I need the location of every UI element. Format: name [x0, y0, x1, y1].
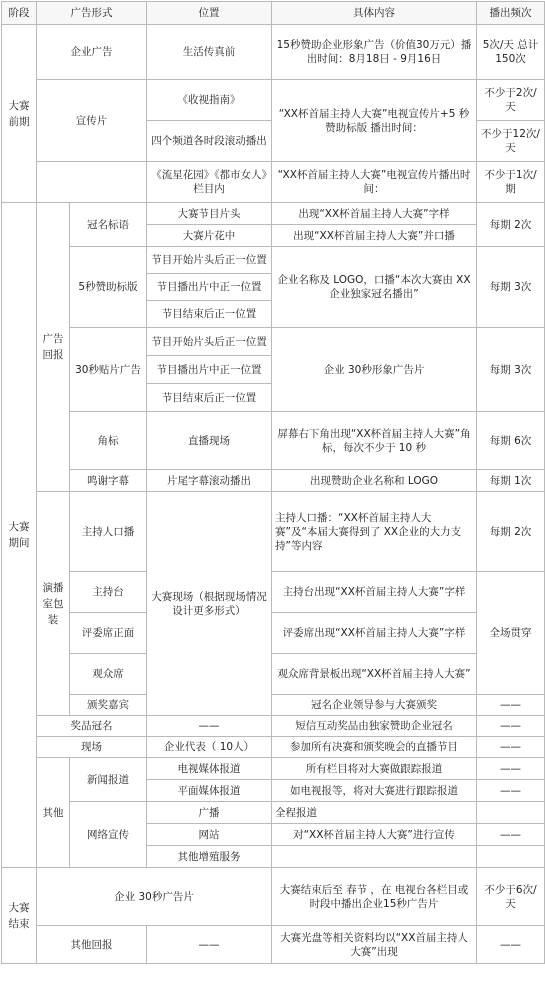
ad-form-cell: 主持台: [70, 572, 147, 613]
frequency-cell: 全场贯穿: [477, 572, 545, 695]
frequency-cell: [477, 802, 545, 824]
ad-form-cell: 冠名标语: [70, 203, 147, 247]
sponsorship-table: [1, 1, 545, 964]
frequency-cell: 每期 2次: [477, 492, 545, 572]
frequency-cell: ——: [477, 716, 545, 737]
group-cell: 其他: [37, 758, 70, 868]
table-row: [2, 412, 545, 470]
group-cell: 广告回报: [37, 203, 70, 492]
content-cell: 屏幕右下角出现“XX杯首届主持人大赛”角标，每次不少于 10 秒: [272, 412, 477, 470]
ad-form-cell: [37, 162, 147, 203]
frequency-cell: 不少于1次/期: [477, 162, 545, 203]
position-cell: 《收视指南》: [147, 80, 272, 121]
header-row: [2, 2, 545, 25]
table-row: [2, 572, 545, 613]
table-row: [2, 80, 545, 121]
position-cell: 电视媒体报道: [147, 758, 272, 780]
position-cell: 片尾字幕滚动播出: [147, 470, 272, 492]
content-cell: 冠名企业领导参与大赛颁奖: [272, 695, 477, 716]
position-cell: 平面媒体报道: [147, 780, 272, 802]
frequency-cell: ——: [477, 926, 545, 964]
content-cell: 大赛光盘等相关资料均以“XX首届主持人大赛”出现: [272, 926, 477, 964]
table-row: [2, 802, 545, 824]
stage-cell: 大赛前期: [2, 25, 37, 203]
ad-form-cell: 评委席正面: [70, 613, 147, 654]
position-cell: 节目开始片头后正一位置: [147, 247, 272, 274]
table-row: [2, 737, 545, 758]
ad-form-cell: 奖品冠名: [37, 716, 147, 737]
table-row: [2, 926, 545, 964]
table-row: [2, 613, 545, 654]
content-cell: 短信互动奖品由独家赞助企业冠名: [272, 716, 477, 737]
content-cell: “XX杯首届主持人大赛”电视宣传片+5 秒赞助标版 播出时间：: [272, 80, 477, 162]
position-cell: ——: [147, 926, 272, 964]
frequency-cell: 不少于2次/天: [477, 80, 545, 121]
content-cell: 主持台出现“XX杯首届主持人大赛”字样: [272, 572, 477, 613]
table-row: [2, 716, 545, 737]
content-cell: 出现“XX杯首届主持人大赛”字样: [272, 203, 477, 225]
position-cell: 生活传真前: [147, 25, 272, 80]
position-cell: 节目结束后正一位置: [147, 301, 272, 328]
content-cell: [272, 846, 477, 868]
stage-cell: 大赛期间: [2, 203, 37, 868]
position-cell: 其他增殖服务: [147, 846, 272, 868]
table-row: [2, 695, 545, 716]
ad-form-cell: 企业 30秒广告片: [37, 868, 272, 926]
frequency-cell: ——: [477, 758, 545, 780]
frequency-cell: 每期 6次: [477, 412, 545, 470]
ad-form-cell: 30秒贴片广告: [70, 328, 147, 412]
position-cell: 企业代表（ 10人）: [147, 737, 272, 758]
content-cell: 观众席背景板出现“XX杯首届主持人大赛”: [272, 654, 477, 695]
position-cell: 直播现场: [147, 412, 272, 470]
position-cell: 四个频道各时段滚动播出: [147, 121, 272, 162]
ad-form-cell: 5秒赞助标版: [70, 247, 147, 328]
table-row: [2, 247, 545, 274]
position-cell: 大赛节目片头: [147, 203, 272, 225]
table-row: [2, 868, 545, 926]
table-row: [2, 654, 545, 695]
header-stage: 阶段: [2, 2, 37, 25]
content-cell: 企业 30秒形象广告片: [272, 328, 477, 412]
ad-form-cell: 宣传片: [37, 80, 147, 162]
position-cell: 节目开始片头后正一位置: [147, 328, 272, 356]
table-row: [2, 25, 545, 80]
content-cell: 参加所有决赛和颁奖晚会的直播节目: [272, 737, 477, 758]
ad-form-cell: 角标: [70, 412, 147, 470]
position-cell: 节目播出片中正一位置: [147, 356, 272, 384]
frequency-cell: 每期 3次: [477, 247, 545, 328]
ad-form-cell: 颁奖嘉宾: [70, 695, 147, 716]
ad-form-cell: 网络宣传: [70, 802, 147, 868]
content-cell: 主持人口播：“XX杯首届主持人大赛”及“本届大赛得到了 XX企业的大力支持”等内容: [272, 492, 477, 572]
group-cell: 演播室包装: [37, 492, 70, 716]
content-cell: 出现“XX杯首届主持人大赛”并口播: [272, 225, 477, 247]
frequency-cell: 不少于12次/天: [477, 121, 545, 162]
content-cell: 所有栏目将对大赛做跟踪报道: [272, 758, 477, 780]
position-cell: 节目结束后正一位置: [147, 384, 272, 412]
position-cell: 大赛片花中: [147, 225, 272, 247]
content-cell: “XX杯首届主持人大赛”电视宣传片播出时间：: [272, 162, 477, 203]
content-cell: 全程报道: [272, 802, 477, 824]
content-cell: 出现赞助企业名称和 LOGO: [272, 470, 477, 492]
frequency-cell: [477, 846, 545, 868]
position-cell: 节目播出片中正一位置: [147, 274, 272, 301]
ad-form-cell: 主持人口播: [70, 492, 147, 572]
header-position: 位置: [147, 2, 272, 25]
ad-form-cell: 观众席: [70, 654, 147, 695]
content-cell: 评委席出现“XX杯首届主持人大赛”字样: [272, 613, 477, 654]
ad-form-cell: 其他回报: [37, 926, 147, 964]
header-content: 具体内容: [272, 2, 477, 25]
table-row: [2, 758, 545, 780]
frequency-cell: ——: [477, 824, 545, 846]
frequency-cell: 每期 3次: [477, 328, 545, 412]
stage-cell: 大赛结束: [2, 868, 37, 964]
table-row: [2, 328, 545, 356]
frequency-cell: ——: [477, 695, 545, 716]
position-cell: 广播: [147, 802, 272, 824]
position-cell: ——: [147, 716, 272, 737]
ad-form-cell: 企业广告: [37, 25, 147, 80]
header-frequency: 播出频次: [477, 2, 545, 25]
position-cell: 网站: [147, 824, 272, 846]
content-cell: 企业名称及 LOGO，口播“本次大赛由 XX企业独家冠名播出”: [272, 247, 477, 328]
ad-form-cell: 现场: [37, 737, 147, 758]
content-cell: 15秒赞助企业形象广告（价值30万元）播出时间：8月18日 - 9月16日: [272, 25, 477, 80]
ad-form-cell: 新闻报道: [70, 758, 147, 802]
content-cell: 如电视报等，将对大赛进行跟踪报道: [272, 780, 477, 802]
table-row: [2, 203, 545, 225]
table-row: [2, 162, 545, 203]
frequency-cell: 每期 1次: [477, 470, 545, 492]
frequency-cell: 每期 2次: [477, 203, 545, 247]
position-cell: 《流星花园》《都市女人》栏目内: [147, 162, 272, 203]
frequency-cell: ——: [477, 780, 545, 802]
frequency-cell: 不少于6次/天: [477, 868, 545, 926]
position-cell: 大赛现场（根据现场情况设计更多形式）: [147, 492, 272, 716]
table-row: [2, 492, 545, 572]
content-cell: 对“XX杯首届主持人大赛”进行宣传: [272, 824, 477, 846]
content-cell: 大赛结束后至 春节 ，在 电视台各栏目或时段中播出企业15秒广告片: [272, 868, 477, 926]
ad-form-cell: 鸣谢字幕: [70, 470, 147, 492]
frequency-cell: ——: [477, 737, 545, 758]
header-ad-form: 广告形式: [37, 2, 147, 25]
table-row: [2, 470, 545, 492]
frequency-cell: 5次/天 总计 150次: [477, 25, 545, 80]
